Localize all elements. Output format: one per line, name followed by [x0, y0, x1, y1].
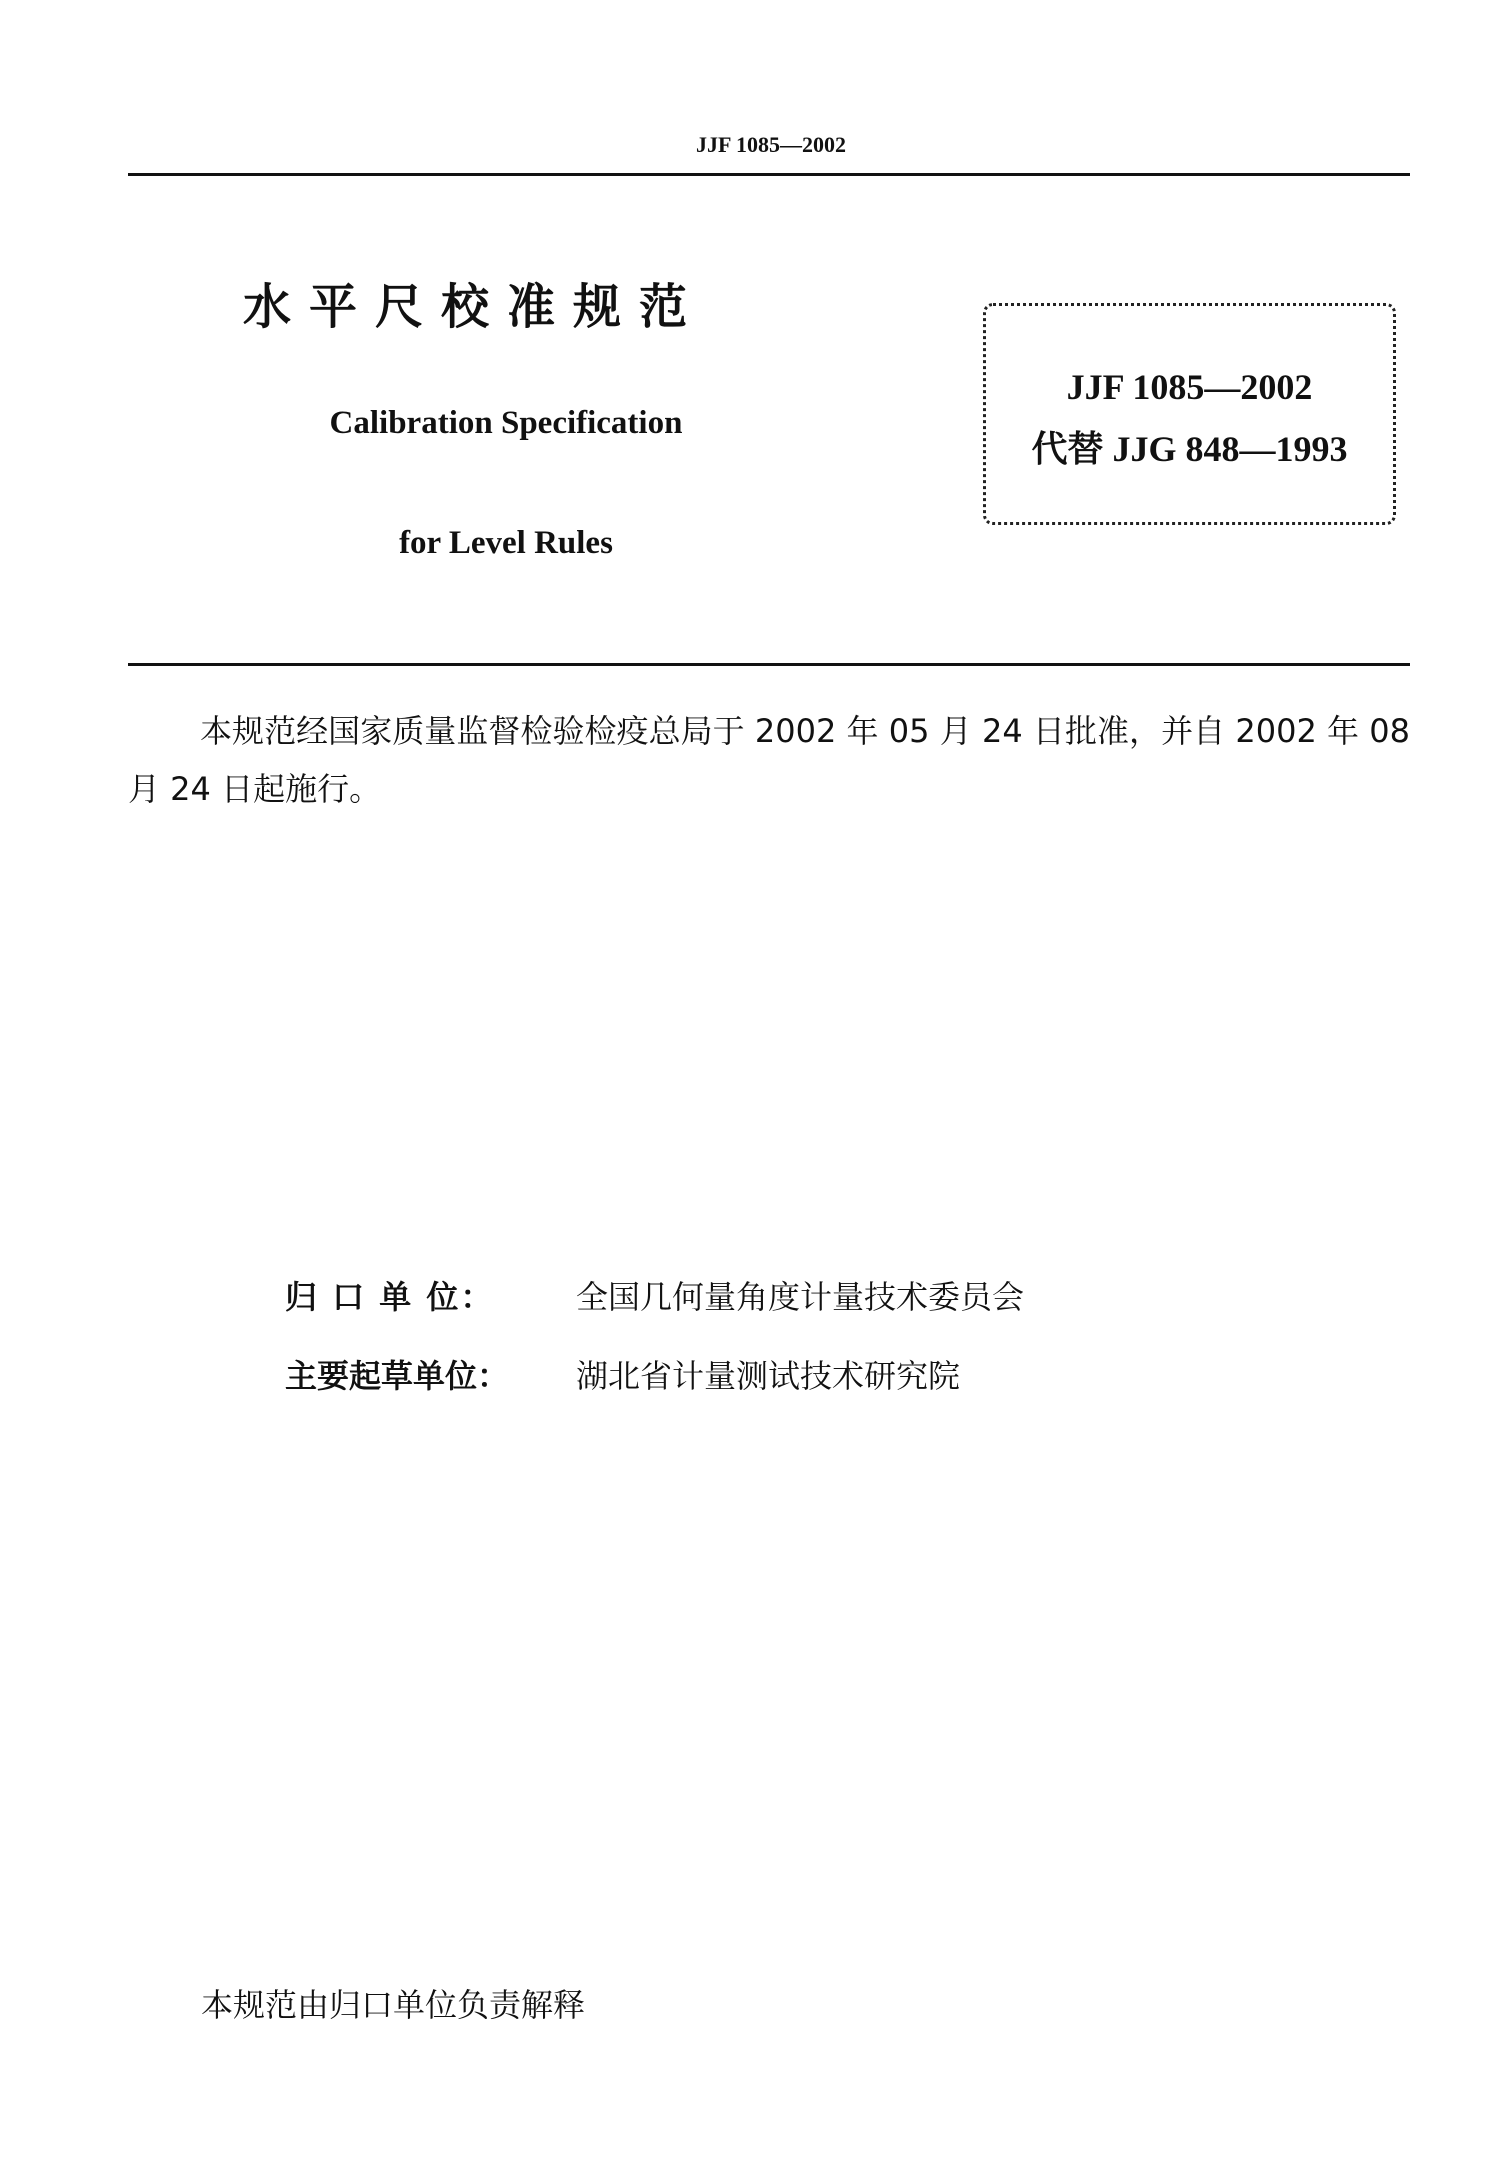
- running-header: JJF 1085—2002: [695, 132, 847, 157]
- title-chinese: 水平尺校准规范: [243, 279, 706, 335]
- title-english-line1: Calibration Specification: [329, 405, 683, 441]
- code-box-code: JJF 1085—2002: [1066, 367, 1313, 407]
- middle-rule: [128, 663, 1410, 666]
- unit-label-drafting: 主要起草单位：: [285, 1357, 510, 1395]
- approval-paragraph: 本规范经国家质量监督检验检疫总局于 2002 年 05 月 24 日批准，并自 2002 年 08 月 24 日起施行。: [128, 712, 1410, 808]
- title-english-line2: for Level Rules: [399, 525, 613, 561]
- top-rule: [128, 173, 1410, 176]
- unit-value-responsible: 全国几何量角度计量技术委员会: [576, 1278, 1025, 1316]
- unit-label-responsible: 归 口 单 位：: [285, 1278, 495, 1316]
- code-box-border: [983, 303, 1396, 525]
- unit-value-drafting: 湖北省计量测试技术研究院: [576, 1357, 961, 1395]
- code-box-replaces: 代替 JJG 848—1993: [1031, 429, 1348, 469]
- footer-note: 本规范由归口单位负责解释: [201, 1986, 586, 2024]
